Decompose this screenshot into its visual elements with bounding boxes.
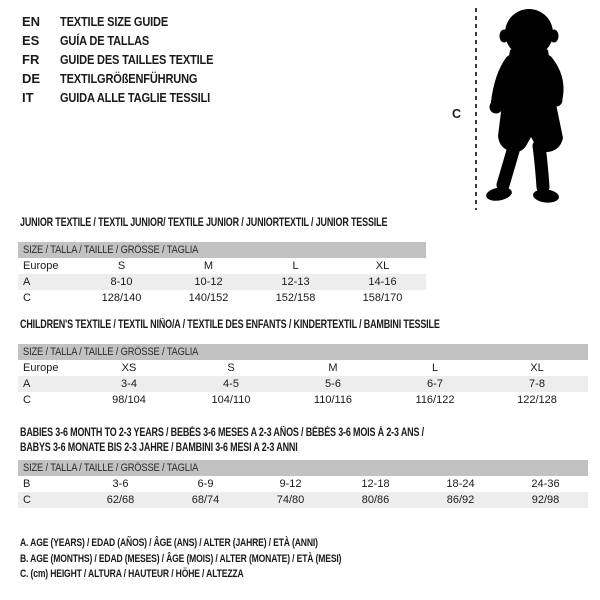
table-row bbox=[18, 492, 588, 508]
children-section-heading bbox=[20, 318, 558, 333]
table-cell: 62/68 bbox=[106, 494, 135, 506]
table-cell: 92/98 bbox=[531, 494, 560, 506]
babies-size-header-bar bbox=[18, 460, 588, 476]
table-cell: 68/74 bbox=[191, 494, 220, 506]
table-cell: 3-6 bbox=[112, 478, 129, 490]
row-label: Europe bbox=[23, 260, 59, 272]
table-cell: 128/140 bbox=[101, 292, 142, 304]
junior-size-table bbox=[18, 242, 426, 306]
table-cell: 4-5 bbox=[223, 378, 239, 390]
children-size-table bbox=[18, 344, 588, 408]
row-label: C bbox=[23, 394, 31, 406]
table-cell: 6-7 bbox=[427, 378, 443, 390]
language-row-de bbox=[22, 69, 240, 88]
language-row-es bbox=[22, 31, 240, 50]
row-label: Europe bbox=[23, 362, 59, 374]
table-cell: L bbox=[292, 260, 299, 272]
footnote-c bbox=[20, 567, 432, 583]
language-row-fr bbox=[22, 50, 240, 69]
baby-silhouette-icon bbox=[482, 8, 574, 208]
table-cell: M bbox=[203, 260, 214, 272]
table-cell: 98/104 bbox=[112, 394, 146, 406]
table-cell: XS bbox=[121, 362, 137, 374]
table-cell: 7-8 bbox=[529, 378, 545, 390]
table-cell: 3-4 bbox=[121, 378, 137, 390]
footnote-legend bbox=[20, 536, 432, 583]
language-title: TEXTILGRÖßENFÜHRUNG bbox=[60, 71, 198, 86]
table-cell: L bbox=[431, 362, 439, 374]
table-cell: S bbox=[117, 260, 126, 272]
table-cell: 9-12 bbox=[279, 478, 302, 490]
table-row bbox=[18, 392, 588, 408]
size-header-text: SIZE / TALLA / TAILLE / GRÖSSE / TAGLIA bbox=[23, 346, 199, 358]
row-label: A bbox=[23, 378, 31, 390]
table-cell: 18-24 bbox=[446, 478, 475, 490]
table-row bbox=[18, 376, 588, 392]
footnote-a-text: A. AGE (YEARS) / EDAD (AÑOS) / ÂGE (ANS) / ALTER (JAHRE) / ETÀ (ANNI) bbox=[20, 537, 318, 549]
table-row bbox=[18, 360, 588, 376]
table-cell: 8-10 bbox=[110, 276, 133, 288]
table-row bbox=[18, 290, 426, 306]
table-cell: 158/170 bbox=[362, 292, 403, 304]
language-title: GUIDA ALLE TAGLIE TESSILI bbox=[60, 90, 211, 105]
children-heading-text: CHILDREN'S TEXTILE / TEXTIL NIÑO/A / TEXTILE DES ENFANTS / KINDERTEXTIL / BAMBINI TESSILE bbox=[20, 319, 440, 331]
table-cell: 24-36 bbox=[531, 478, 560, 490]
babies-heading-line1: BABIES 3-6 MONTH TO 2-3 YEARS / BEBÉS 3-6 MESES A 2-3 AÑOS / BÉBÉS 3-6 MOIS À 2-3 ANS / bbox=[20, 427, 424, 439]
table-cell: 10-12 bbox=[194, 276, 223, 288]
row-label: C bbox=[23, 292, 31, 304]
language-title: TEXTILE SIZE GUIDE bbox=[60, 14, 169, 29]
language-code: EN bbox=[22, 14, 41, 29]
table-cell: 12-18 bbox=[361, 478, 390, 490]
table-cell: 14-16 bbox=[368, 276, 397, 288]
table-cell: 80/86 bbox=[361, 494, 390, 506]
footnote-a bbox=[20, 536, 432, 552]
junior-size-header-bar bbox=[18, 242, 426, 258]
size-header-text: SIZE / TALLA / TAILLE / GRÖSSE / TAGLIA bbox=[23, 462, 199, 474]
size-header-text: SIZE / TALLA / TAILLE / GRÖSSE / TAGLIA bbox=[23, 244, 199, 256]
row-label: B bbox=[23, 478, 31, 490]
table-row bbox=[18, 258, 426, 274]
table-cell: 122/128 bbox=[517, 394, 557, 406]
language-title: GUIDE DES TAILLES TEXTILE bbox=[60, 52, 214, 67]
height-measure-label: C bbox=[452, 107, 462, 121]
footnote-c-text: C. (cm) HEIGHT / ALTURA / HAUTEUR / HÖHE / ALTEZZA bbox=[20, 568, 244, 580]
height-measure-line bbox=[475, 8, 477, 210]
babies-size-table bbox=[18, 460, 588, 508]
row-label: C bbox=[23, 494, 31, 506]
babies-section-heading bbox=[20, 426, 538, 456]
babies-heading-line2: BABYS 3-6 MONATE BIS 2-3 JAHRE / BAMBINI 3-6 MESI A 2-3 ANNI bbox=[20, 442, 298, 454]
language-code: DE bbox=[22, 71, 41, 86]
table-cell: 152/158 bbox=[275, 292, 316, 304]
table-row bbox=[18, 274, 426, 290]
language-code: ES bbox=[22, 33, 40, 48]
table-cell: XL bbox=[375, 260, 390, 272]
footnote-b bbox=[20, 552, 432, 568]
language-title: GUÍA DE TALLAS bbox=[60, 33, 150, 48]
table-cell: M bbox=[328, 362, 338, 374]
table-cell: 104/110 bbox=[211, 394, 251, 406]
language-row-en bbox=[22, 12, 240, 31]
language-row-it bbox=[22, 88, 240, 107]
table-cell: 110/116 bbox=[313, 394, 353, 406]
table-cell: 74/80 bbox=[276, 494, 305, 506]
junior-section-heading bbox=[20, 216, 491, 231]
table-cell: 5-6 bbox=[325, 378, 341, 390]
table-cell: 12-13 bbox=[281, 276, 310, 288]
junior-heading-text: JUNIOR TEXTILE / TEXTIL JUNIOR/ TEXTILE JUNIOR / JUNIORTEXTIL / JUNIOR TESSILE bbox=[20, 217, 388, 229]
table-cell: 140/152 bbox=[188, 292, 229, 304]
table-cell: S bbox=[227, 362, 235, 374]
children-size-header-bar bbox=[18, 344, 588, 360]
table-row bbox=[18, 476, 588, 492]
language-code: FR bbox=[22, 52, 40, 67]
table-cell: 6-9 bbox=[197, 478, 214, 490]
footnote-b-text: B. AGE (MONTHS) / EDAD (MESES) / ÂGE (MOIS) / ALTER (MONATE) / ETÀ (MESI) bbox=[20, 552, 342, 565]
language-title-list bbox=[22, 12, 240, 107]
table-cell: XL bbox=[530, 362, 544, 374]
table-cell: 116/122 bbox=[415, 394, 455, 406]
table-cell: 86/92 bbox=[446, 494, 475, 506]
language-code: IT bbox=[22, 90, 34, 105]
row-label: A bbox=[23, 276, 31, 288]
